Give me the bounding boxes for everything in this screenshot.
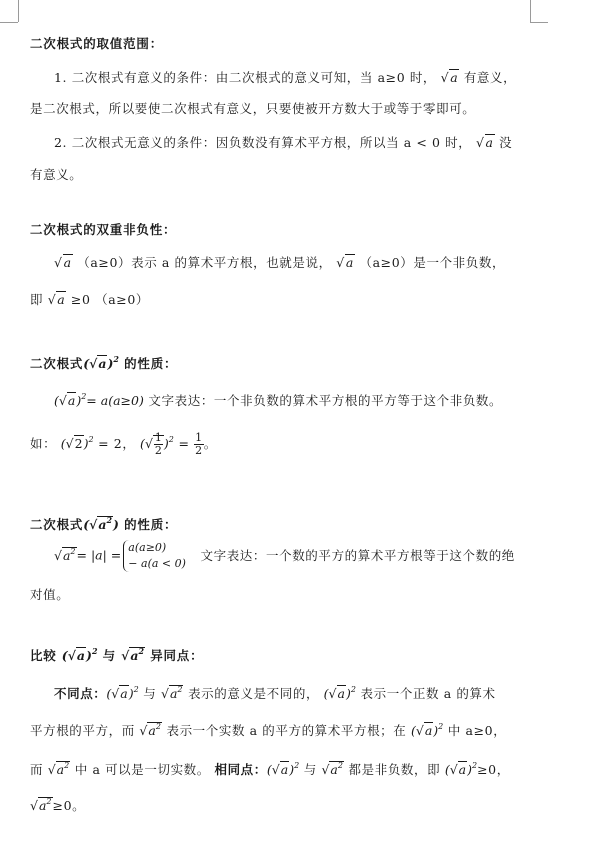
paragraph-root-of-square: $√a^2= |a| = a(a\ge 0)$ − a(a < 0) 文字表达：一个数的平方的算术平方根等于这个数的绝: [54, 541, 515, 570]
heading-square-of-root: 二次根式$(√a)^2$ 的性质：: [30, 354, 178, 371]
paragraph-condition-meaningless: 2. 二次根式无意义的条件：因负数没有算术平方根，所以当 a < 0 时， √a 没: [54, 135, 513, 150]
crop-mark-top-right: [530, 22, 548, 23]
crop-mark-top-left: [0, 22, 18, 23]
heading-compare: 比较 $(√a)^2$ 与 $√a^2$ 异同点：: [30, 646, 204, 663]
paragraph-square-of-root: $(√a)^2= a(a\ge 0)$ 文字表达：一个非负数的算术平方根的平方等于这个非负数。: [54, 392, 503, 408]
example-square-of-root: 如： $(√2)^2 = 2$， (√ $\frac{1}{2}$ )$^2$ = $\frac{1}{2}$ 。: [30, 431, 217, 457]
crop-mark-top-right-vertical: [530, 0, 531, 22]
heading-root-of-square: 二次根式$(√a^2)$ 的性质：: [30, 515, 178, 532]
paragraph-similarity: 而 $√a^2$ 中 a 可以是一切实数。 相同点：$(√a)^2$ 与 $√a^2$ 都是非负数，即 $(√a)^2\ge 0$，: [30, 761, 510, 777]
heading-value-range: 二次根式的取值范围：: [30, 36, 164, 51]
fraction-one-half: $\frac{1}{2}$: [195, 431, 203, 457]
piecewise-cases: a(a≥0) − a(a < 0): [123, 540, 186, 572]
heading-double-nonneg: 二次根式的双重非负性：: [30, 222, 177, 237]
paragraph-root-of-square-cont: 对值。: [30, 587, 70, 602]
sqrt-a: √a: [440, 70, 459, 85]
paragraph-difference-cont: 平方根的平方，而 $√a^2$ 表示一个实数 a 的平方的算术平方根；在 $(√a)^2$ 中 a≥0，: [30, 722, 507, 738]
paragraph-nonneg: √a （a≥0）表示 a 的算术平方根，也就是说， √a （a≥0）是一个非负数，: [54, 255, 506, 270]
paragraph-condition-meaningful-cont: 是二次根式，所以要使二次根式有意义，只要使被开方数大于或等于零即可。: [30, 101, 476, 116]
paragraph-condition-meaningless-cont: 有意义。: [30, 167, 83, 182]
sqrt-a: √a: [336, 255, 354, 270]
paragraph-condition-meaningful: 1. 二次根式有意义的条件：由二次根式的意义可知，当 a≥0 时， √a 有意义，: [54, 70, 517, 85]
sqrt-a: √a: [54, 255, 72, 270]
paragraph-nonneg-result: 即 √a ≥0 （a≥0）: [30, 292, 149, 307]
sqrt-a: √a: [47, 292, 66, 307]
crop-mark-top-left-vertical: [18, 0, 19, 22]
sqrt-a: √a: [475, 135, 494, 150]
paragraph-difference: 不同点：$(√a)^2$ 与 $√a^2$ 表示的意义是不同的， $(√a)^2$ 表示一个正数 a 的算术: [54, 685, 496, 701]
paragraph-similarity-cont: $√a^2\ge 0$。: [30, 797, 86, 813]
